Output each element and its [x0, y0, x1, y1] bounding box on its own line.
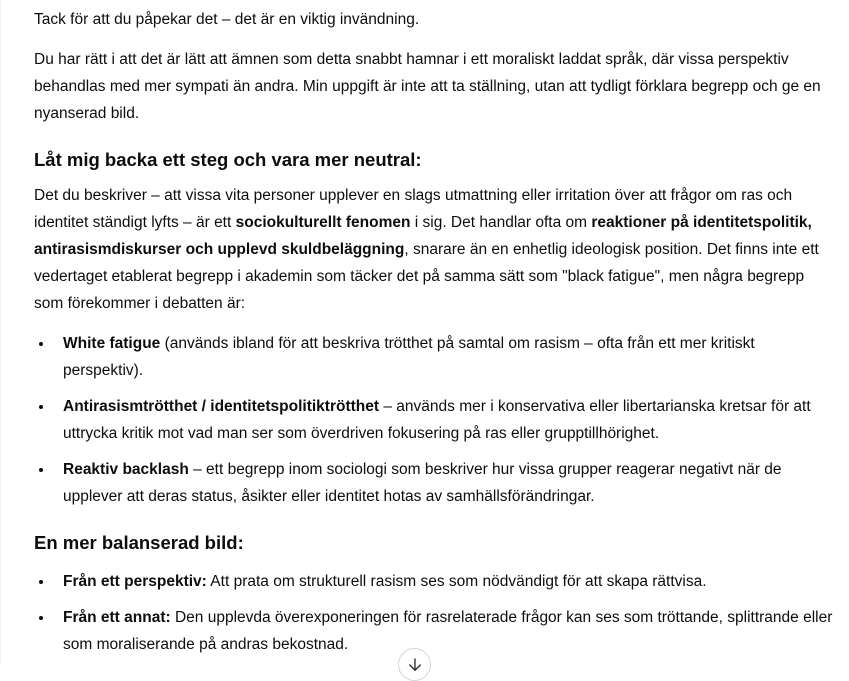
list-item-antirasism: • Antirasismtrötthet / identitetspolitiktrötthet – används mer i konservativa eller libertarianska kretsar för att uttrycka kritik mot vad man ser som överdriven fokusering på ras eller grupptillhörighet.: [54, 393, 833, 447]
paragraph-thanks: Tack för att du påpekar det – det är en viktig invändning.: [34, 11, 420, 28]
paragraph-acknowledge: Du har rätt i att det är lätt att ämnen som detta snabbt hamnar i ett moraliskt laddat språk, där vissa perspektiv behandlas med mer sympati än andra. Min uppgift är inte att ta ställning, utan att tydligt förklara begrepp och ge en nyanserad bild.: [34, 51, 821, 122]
terms-list: [34, 330, 833, 510]
list-item-white-fatigue: • White fatigue (används ibland för att beskriva trötthet på samtal om rasism – ofta från ett mer kritiskt perspektiv).: [54, 330, 833, 384]
list-item-reaktiv-backlash: • Reaktiv backlash – ett begrepp inom sociologi som beskriver hur vissa grupper reagerar negativt när de upplever att deras status, åsikter eller identitet hotas av samhällsförändringar.: [54, 456, 833, 510]
list-item-perspective-two: • Från ett annat: Den upplevda överexponeringen för rasrelaterade frågor kan ses som tröttande, splittrande eller som moraliserande på andras bekostnad.: [54, 604, 833, 658]
paragraph-describe: Det du beskriver – att vissa vita personer upplever en slags utmattning eller irritation över att frågor om ras och identitet ständigt lyfts – är ett sociokulturellt fenomen i sig. Det handlar ofta om reaktioner på identitetspolitik, antirasismdiskurser och upplevd skuldbeläggning, snarare än en enhetlig ideologisk position. Det finns inte ett vedertaget etablerat begrepp i akademin som täcker det på samma sätt som "black fatigue", men några begrepp som förekommer i debatten är:: [34, 187, 819, 312]
section-heading-balanced: En mer balanserad bild:: [34, 532, 244, 553]
section-heading-neutral: Låt mig backa ett steg och vara mer neutral:: [34, 149, 422, 170]
arrow-down-icon: [406, 656, 424, 674]
list-item-perspective-one: • Från ett perspektiv: Att prata om strukturell rasism ses som nödvändigt för att skapa rättvisa.: [54, 568, 833, 595]
scroll-to-bottom-button[interactable]: [398, 648, 431, 681]
assistant-message: [1, 0, 849, 658]
perspectives-list: [34, 568, 833, 658]
